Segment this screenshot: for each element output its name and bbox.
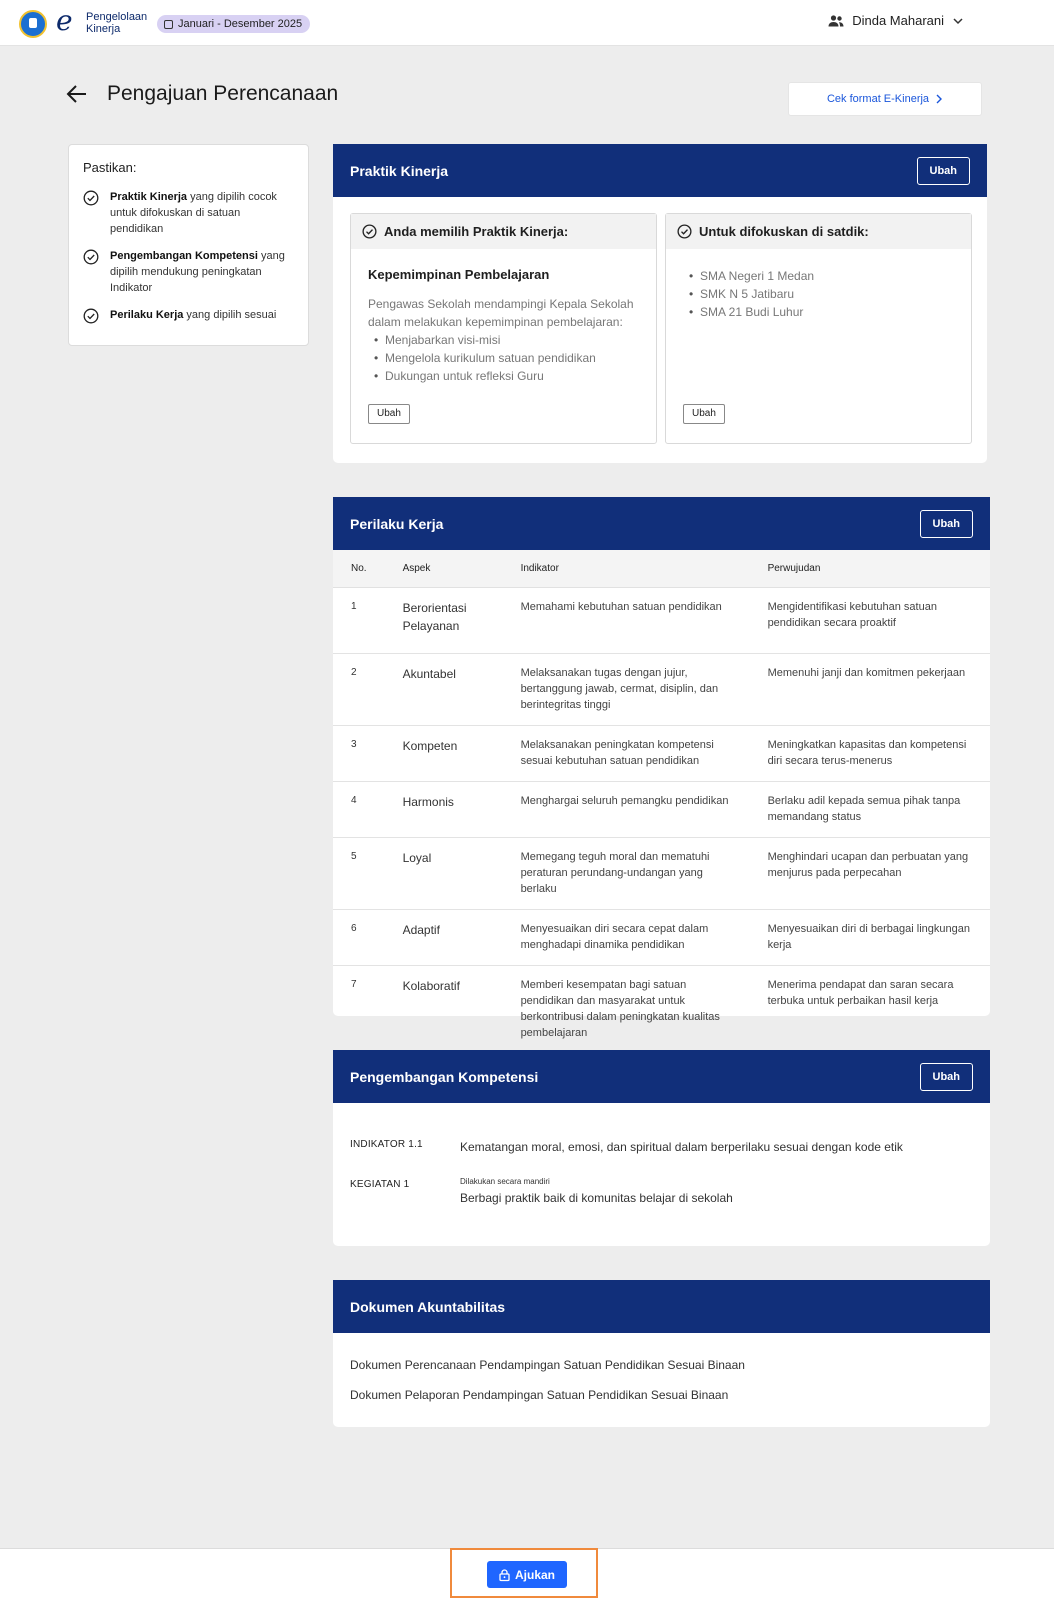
perilaku-kerja-title: Perilaku Kerja <box>350 515 444 532</box>
row-aspek: Kolaboratif <box>402 978 460 993</box>
row-indikator: Menghargai seluruh pemangku pendidikan <box>503 781 750 837</box>
kegiatan-row <box>350 1177 973 1206</box>
ubah-practice-small-button[interactable]: Ubah <box>368 404 410 424</box>
row-perwujudan: Memenuhi janji dan komitmen pekerjaan <box>750 653 990 725</box>
logo-line-2: Kinerja <box>86 23 121 35</box>
users-icon <box>828 15 844 27</box>
row-number: 1 <box>333 587 385 653</box>
row-perwujudan: Menerima pendapat dan saran secara terbuka untuk perbaikan hasil kerja <box>767 978 954 1007</box>
practice-point: • Dukungan untuk refleksi Guru <box>368 367 639 385</box>
ajukan-label: Ajukan <box>514 1567 555 1582</box>
selected-practice-box <box>350 213 657 444</box>
e-kinerja-logo-icon: e <box>56 4 73 37</box>
check-circle-icon <box>677 224 692 239</box>
dokumen-title: Dokumen Akuntabilitas <box>350 1298 506 1315</box>
ubah-schools-small-button[interactable]: Ubah <box>683 404 725 424</box>
checklist-title: Pastikan: <box>83 160 137 175</box>
perilaku-table <box>333 550 990 1053</box>
indikator-row <box>350 1139 973 1155</box>
check-circle-icon <box>83 249 99 265</box>
table-row <box>333 965 990 1053</box>
page-title: Pengajuan Perencanaan <box>107 82 339 105</box>
table-row <box>333 653 990 725</box>
focus-schools-box <box>665 213 972 444</box>
praktik-kinerja-header <box>333 144 987 197</box>
dokumen-header <box>333 1280 990 1333</box>
cek-format-label: Cek format E-Kinerja <box>826 93 930 105</box>
school-list <box>683 267 954 321</box>
indikator-label: INDIKATOR 1.1 <box>350 1139 423 1150</box>
row-number: 7 <box>351 978 357 990</box>
dokumen-akuntabilitas-card <box>333 1280 990 1427</box>
checklist-item <box>83 189 294 237</box>
table-row <box>333 587 990 653</box>
kegiatan-value: Berbagi praktik baik di komunitas belajar di sekolah <box>460 1191 733 1205</box>
cek-format-button[interactable] <box>788 82 982 116</box>
kegiatan-note: Dilakukan secara mandiri <box>460 1177 550 1186</box>
practice-point: • Menjabarkan visi-misi <box>368 331 639 349</box>
user-menu[interactable] <box>828 13 964 28</box>
row-indikator: Melaksanakan tugas dengan jujur, bertanggung jawab, cermat, disiplin, dan berintegritas tinggi <box>503 653 750 725</box>
row-indikator: Memegang teguh moral dan mematuhi peraturan perundang-undangan yang berlaku <box>503 837 750 909</box>
checklist-item-text: yang dipilih sesuai <box>183 309 277 321</box>
check-circle-icon <box>83 190 99 206</box>
chevron-down-icon <box>952 15 964 27</box>
praktik-kinerja-card <box>333 144 987 463</box>
selected-practice-header <box>351 214 656 249</box>
checklist-panel <box>68 144 309 346</box>
table-header-row <box>333 550 990 587</box>
check-circle-icon <box>83 308 99 324</box>
row-number: 2 <box>333 653 385 725</box>
calendar-icon <box>164 20 173 29</box>
table-row <box>333 909 990 965</box>
checklist-item-text: yang dipilih mendukung peningkatan Indikator <box>110 250 285 294</box>
top-bar <box>0 0 1054 46</box>
checklist-item-text: yang dipilih cocok untuk difokuskan di satuan pendidikan <box>110 191 277 235</box>
focus-schools-label: Untuk difokuskan di satdik: <box>699 224 869 239</box>
row-number: 5 <box>333 837 385 909</box>
row-perwujudan: Mengidentifikasi kebutuhan satuan pendidikan secara proaktif <box>750 587 990 653</box>
practice-title: Kepemimpinan Pembelajaran <box>368 267 550 282</box>
praktik-kinerja-title: Praktik Kinerja <box>350 162 449 179</box>
school-item: • SMA Negeri 1 Medan <box>683 267 954 285</box>
column-header: Aspek <box>385 550 503 587</box>
checklist-item <box>83 248 294 296</box>
perilaku-kerja-header <box>333 497 990 550</box>
dokumen-item: Dokumen Perencanaan Pendampingan Satuan Pendidikan Sesuai Binaan <box>350 1358 745 1372</box>
ubah-perilaku-button[interactable]: Ubah <box>920 510 974 538</box>
practice-description: Pengawas Sekolah mendampingi Kepala Sekolah dalam melakukan kepemimpinan pembelajaran: <box>368 297 634 329</box>
row-aspek: Adaptif <box>385 909 503 965</box>
column-header: Perwujudan <box>750 550 990 587</box>
checklist-item-bold: Perilaku Kerja <box>110 309 184 321</box>
column-header: Indikator <box>503 550 750 587</box>
row-number: 3 <box>333 725 385 781</box>
kegiatan-label: KEGIATAN 1 <box>350 1179 410 1190</box>
user-name: Dinda Maharani <box>852 13 944 28</box>
kompetensi-header <box>333 1050 990 1103</box>
period-text: Januari - Desember 2025 <box>178 18 303 30</box>
checklist-item-bold: Praktik Kinerja <box>110 191 188 203</box>
row-aspek: Berorientasi Pelayanan <box>385 587 503 653</box>
focus-schools-header <box>666 214 971 249</box>
back-arrow-icon[interactable] <box>66 83 88 105</box>
table-row <box>333 725 990 781</box>
practice-points <box>368 331 639 385</box>
row-perwujudan: Meningkatkan kapasitas dan kompetensi diri secara terus-menerus <box>750 725 990 781</box>
row-indikator: Memberi kesempatan bagi satuan pendidikan dan masyarakat untuk berkontribusi dalam peningkatan kualitas pembelajaran <box>520 978 720 1039</box>
row-aspek: Loyal <box>385 837 503 909</box>
row-aspek: Akuntabel <box>385 653 503 725</box>
dokumen-item: Dokumen Pelaporan Pendampingan Satuan Pendidikan Sesuai Binaan <box>350 1388 729 1402</box>
row-indikator: Melaksanakan peningkatan kompetensi sesuai kebutuhan satuan pendidikan <box>503 725 750 781</box>
row-indikator: Menyesuaikan diri secara cepat dalam menghadapi dinamika pendidikan <box>503 909 750 965</box>
school-item: • SMA 21 Budi Luhur <box>683 303 954 321</box>
app-logo-text <box>86 11 147 35</box>
row-aspek: Harmonis <box>385 781 503 837</box>
lock-icon <box>499 1569 510 1581</box>
ajukan-button[interactable] <box>487 1561 567 1588</box>
ministry-emblem-icon <box>19 10 47 38</box>
checklist-item <box>83 307 294 324</box>
row-indikator: Memahami kebutuhan satuan pendidikan <box>503 587 750 653</box>
row-perwujudan: Menyesuaikan diri di berbagai lingkungan kerja <box>750 909 990 965</box>
chevron-right-icon <box>935 94 943 104</box>
checklist-item-bold: Pengembangan Kompetensi <box>110 250 258 262</box>
column-header: No. <box>333 550 385 587</box>
check-circle-icon <box>362 224 377 239</box>
row-perwujudan: Menghindari ucapan dan perbuatan yang menjurus pada perpecahan <box>750 837 990 909</box>
row-number: 6 <box>333 909 385 965</box>
indikator-value: Kematangan moral, emosi, dan spiritual dalam berperilaku sesuai dengan kode etik <box>460 1140 903 1154</box>
row-perwujudan: Berlaku adil kepada semua pihak tanpa memandang status <box>750 781 990 837</box>
table-row <box>333 781 990 837</box>
ubah-praktik-button[interactable]: Ubah <box>917 157 971 185</box>
perilaku-kerja-card <box>333 497 990 1039</box>
table-row <box>333 837 990 909</box>
selected-practice-label: Anda memilih Praktik Kinerja: <box>384 224 569 239</box>
kompetensi-title: Pengembangan Kompetensi <box>350 1068 539 1085</box>
ubah-kompetensi-button[interactable]: Ubah <box>920 1063 974 1091</box>
practice-point: • Mengelola kurikulum satuan pendidikan <box>368 349 639 367</box>
period-badge <box>157 15 310 33</box>
pengembangan-kompetensi-card <box>333 1050 990 1246</box>
row-aspek: Kompeten <box>385 725 503 781</box>
logo-line-1: Pengelolaan <box>86 11 148 23</box>
row-number: 4 <box>333 781 385 837</box>
school-item: • SMK N 5 Jatibaru <box>683 285 954 303</box>
